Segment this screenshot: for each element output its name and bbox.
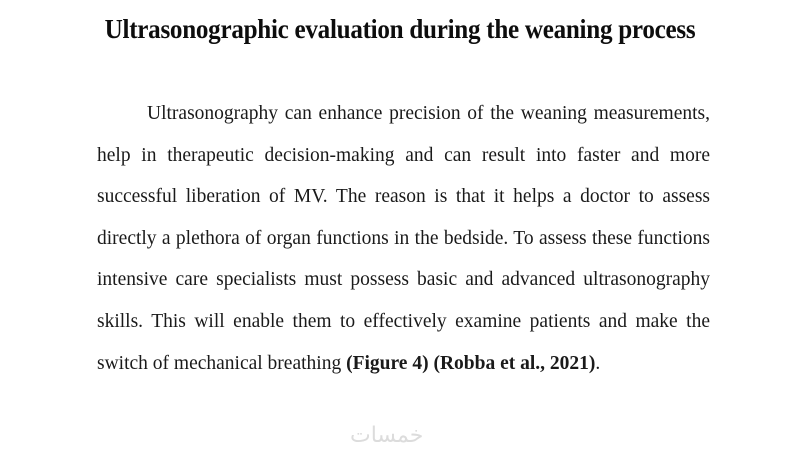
watermark-logo: خمسات [350, 423, 424, 448]
last-line-text: switch of mechanical breathing [97, 352, 347, 374]
sentence-end: . [595, 352, 601, 374]
paragraph-line-6: skills. This will enable them to effectively examine patients and make the [97, 310, 710, 332]
paragraph-line-5: intensive care specialists must possess basic and advanced ultrasonography [97, 269, 710, 291]
figure-reference: (Figure 4) [346, 352, 429, 374]
paragraph-line-1: Ultrasonography can enhance precision of the weaning measurements, [147, 103, 710, 124]
paragraph-line-2: help in therapeutic decision-making and can result into faster and more [97, 144, 710, 166]
paragraph-line-7 [97, 343, 710, 385]
paragraph-line-3: successful liberation of MV. The reason is that it helps a doctor to assess [97, 186, 710, 208]
citation: (Robba et al., 2021) [433, 352, 596, 374]
body-paragraph [97, 93, 710, 384]
paragraph-line-4: directly a plethora of organ functions in the bedside. To assess these functions [97, 227, 710, 249]
section-title: Ultrasonographic evaluation during the weaning process [104, 14, 696, 44]
